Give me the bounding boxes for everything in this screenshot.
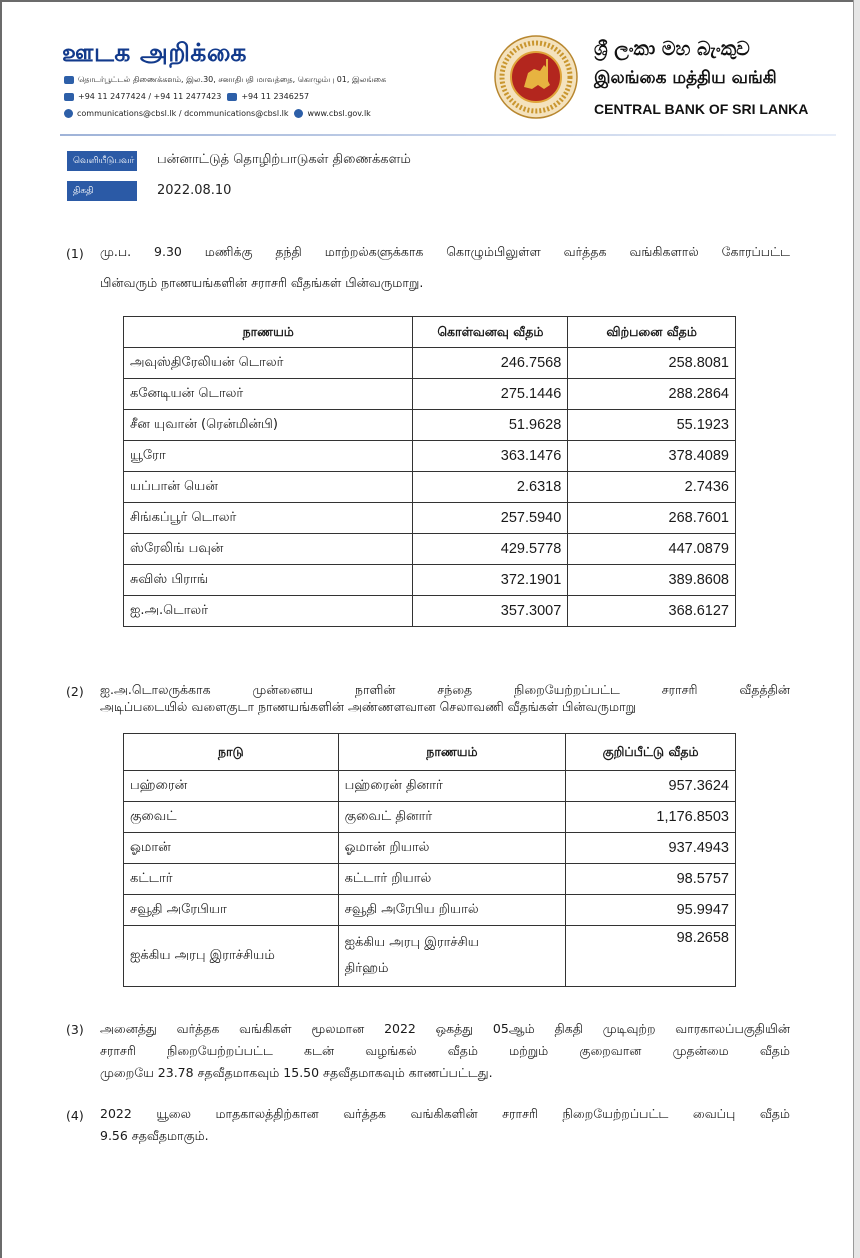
selling-rate-cell: 378.4089 [568,441,736,472]
currency-cell: ஸ்ரேலிங் பவுன் [124,534,413,565]
buying-rate-cell: 2.6318 [413,472,568,503]
table-row [124,379,736,410]
fax-icon [227,93,237,101]
col-header-currency: நாணயம் [124,317,413,348]
col-header-country: நாடு [124,734,339,771]
issuer-value: பன்னாட்டுத் தொழிற்பாடுகள் திணைக்களம் [157,152,411,167]
selling-rate-cell: 2.7436 [568,472,736,503]
currency-cell: ஓமான் றியால் [338,833,566,864]
buying-rate-cell: 357.3007 [413,596,568,627]
currency-cell: சவூதி அரேபிய றியால் [338,895,566,926]
table-row [124,771,736,802]
currency-cell: சீன யுவான் (ரென்மின்பி) [124,410,413,441]
selling-rate-cell: 268.7601 [568,503,736,534]
section4-number: (4) [66,1108,84,1123]
press-release-title: ஊடக அறிக்கை [62,38,247,67]
table-row [124,895,736,926]
selling-rate-cell: 389.8608 [568,565,736,596]
bank-name-sinhala: ශ්‍රී ලංකා මහ බැංකුව [594,38,750,60]
table-row [124,410,736,441]
section3-line3: முறையே 23.78 சதவீதமாகவும் 15.50 சதவீதமாகவும் காணப்பட்டது. [100,1065,493,1080]
col-header-currency: நாணயம் [338,734,566,771]
currency-cell: பஹ்ரைன் தினார் [338,771,566,802]
selling-rate-cell: 258.8081 [568,348,736,379]
table-row [124,802,736,833]
currency-cell: சுவிஸ் பிராங் [124,565,413,596]
page-border-left [0,0,2,1258]
section4-line1: 2022 யூலை மாதகாலத்திற்கான வர்த்தக வங்கிகளின் சராசரி நிறையேற்றப்பட்ட வைப்பு வீதம் [100,1106,790,1121]
table-row [124,596,736,627]
section1-line1: மு.ப. 9.30 மணிக்கு தந்தி மாற்றல்களுக்காக கொழும்பிலுள்ள வர்த்தக வங்கிகளால் கோரப்பட்ட [100,244,790,259]
currency-cell: சிங்கப்பூர் டொலர் [124,503,413,534]
mail-icon [64,76,74,84]
country-cell: பஹ்ரைன் [124,771,339,802]
fax-text: +94 11 2346257 [241,92,310,101]
issuer-tag: வெளியீடுபவர் [67,151,137,171]
bank-name-tamil: இலங்கை மத்திய வங்கி [594,68,777,88]
central-bank-seal-logo [494,35,578,119]
country-cell: ஐக்கிய அரபு இராச்சியம் [124,926,339,987]
header-divider [60,134,836,136]
globe-icon [294,109,303,118]
selling-rate-cell: 55.1923 [568,410,736,441]
section2-line1: ஐ.அ.டொலருக்காக முன்னைய நாளின் சந்தை நிறையேற்றப்பட்ட சராசரி வீதத்தின் [100,682,790,697]
buying-rate-cell: 363.1476 [413,441,568,472]
exchange-rate-table [123,316,736,627]
selling-rate-cell: 288.2864 [568,379,736,410]
buying-rate-cell: 372.1901 [413,565,568,596]
selling-rate-cell: 368.6127 [568,596,736,627]
currency-cell: அவுஸ்திரேலியன் டொலர் [124,348,413,379]
currency-cell [338,926,566,987]
phone-text: +94 11 2477424 / +94 11 2477423 [78,92,222,101]
table-row [124,472,736,503]
country-cell: ஓமான் [124,833,339,864]
section2-number: (2) [66,684,84,699]
section1-line2: பின்வரும் நாணயங்களின் சராசரி வீதங்கள் பின்வருமாறு. [100,275,424,290]
col-header-indicative-rate: குறிப்பீட்டு வீதம் [566,734,736,771]
table-row [124,926,736,987]
table-row [124,833,736,864]
website-text[interactable]: www.cbsl.gov.lk [307,109,371,118]
buying-rate-cell: 429.5778 [413,534,568,565]
rate-cell: 1,176.8503 [566,802,736,833]
table-row [124,503,736,534]
section2-line2: அடிப்படையில் வளைகுடா நாணயங்களின் அண்ணளவான செலாவணி வீதங்கள் பின்வருமாறு [100,699,637,714]
page-border-top [0,0,860,2]
at-icon [64,109,73,118]
currency-cell-line1: ஐக்கிய அரபு இராச்சிய [344,935,479,950]
section3-number: (3) [66,1022,84,1037]
table-row [124,534,736,565]
country-cell: சவூதி அரேபியா [124,895,339,926]
country-cell: குவைட் [124,802,339,833]
address-text: தொடர்பூட்டல் திணைக்களம், இல.30, சனாதிபதி மாவத்தை, கொழும்பு 01, இலங்கை [78,75,387,84]
table-row [124,565,736,596]
phone-icon [64,93,74,101]
rate-cell: 937.4943 [566,833,736,864]
currency-cell: கனேடியன் டொலர் [124,379,413,410]
col-header-selling-rate: விற்பனை வீதம் [568,317,736,348]
address-line [64,75,386,85]
currency-cell: யூரோ [124,441,413,472]
currency-cell-line2: திர்ஹம் [344,961,389,976]
table-row [124,441,736,472]
date-value: 2022.08.10 [157,183,232,198]
rate-cell: 957.3624 [566,771,736,802]
date-tag: திகதி [67,181,137,201]
section1-number: (1) [66,246,84,261]
buying-rate-cell: 246.7568 [413,348,568,379]
section3-line2: சராசரி நிறையேற்றப்பட்ட கடன் வழங்கல் வீதம் மற்றும் குறைவான முதன்மை வீதம் [100,1043,790,1058]
currency-cell: கட்டார் றியால் [338,864,566,895]
table-row [124,348,736,379]
section3-line1: அனைத்து வர்த்தக வங்கிகள் மூலமான 2022 ஒகத்து 05ஆம் திகதி முடிவுற்ற வாரகாலப்பகுதியின் [100,1021,790,1036]
table-row [124,864,736,895]
country-cell: கட்டார் [124,864,339,895]
bank-name-english: CENTRAL BANK OF SRI LANKA [594,101,809,117]
rate-cell: 95.9947 [566,895,736,926]
section4-line2: 9.56 சதவீதமாகும். [100,1128,209,1143]
page-scroll-edge [853,0,860,1258]
col-header-buying-rate: கொள்வனவு வீதம் [413,317,568,348]
email-text[interactable]: communications@cbsl.lk / dcommunications@cbsl.lk [77,109,289,118]
rate-cell: 98.2658 [566,926,736,987]
buying-rate-cell: 257.5940 [413,503,568,534]
currency-cell: ஐ.அ.டொலர் [124,596,413,627]
phone-line [64,92,309,101]
rate-cell: 98.5757 [566,864,736,895]
buying-rate-cell: 51.9628 [413,410,568,441]
selling-rate-cell: 447.0879 [568,534,736,565]
currency-cell: யப்பான் யென் [124,472,413,503]
gulf-currency-table [123,733,736,987]
email-line [64,109,371,118]
currency-cell: குவைட் தினார் [338,802,566,833]
buying-rate-cell: 275.1446 [413,379,568,410]
